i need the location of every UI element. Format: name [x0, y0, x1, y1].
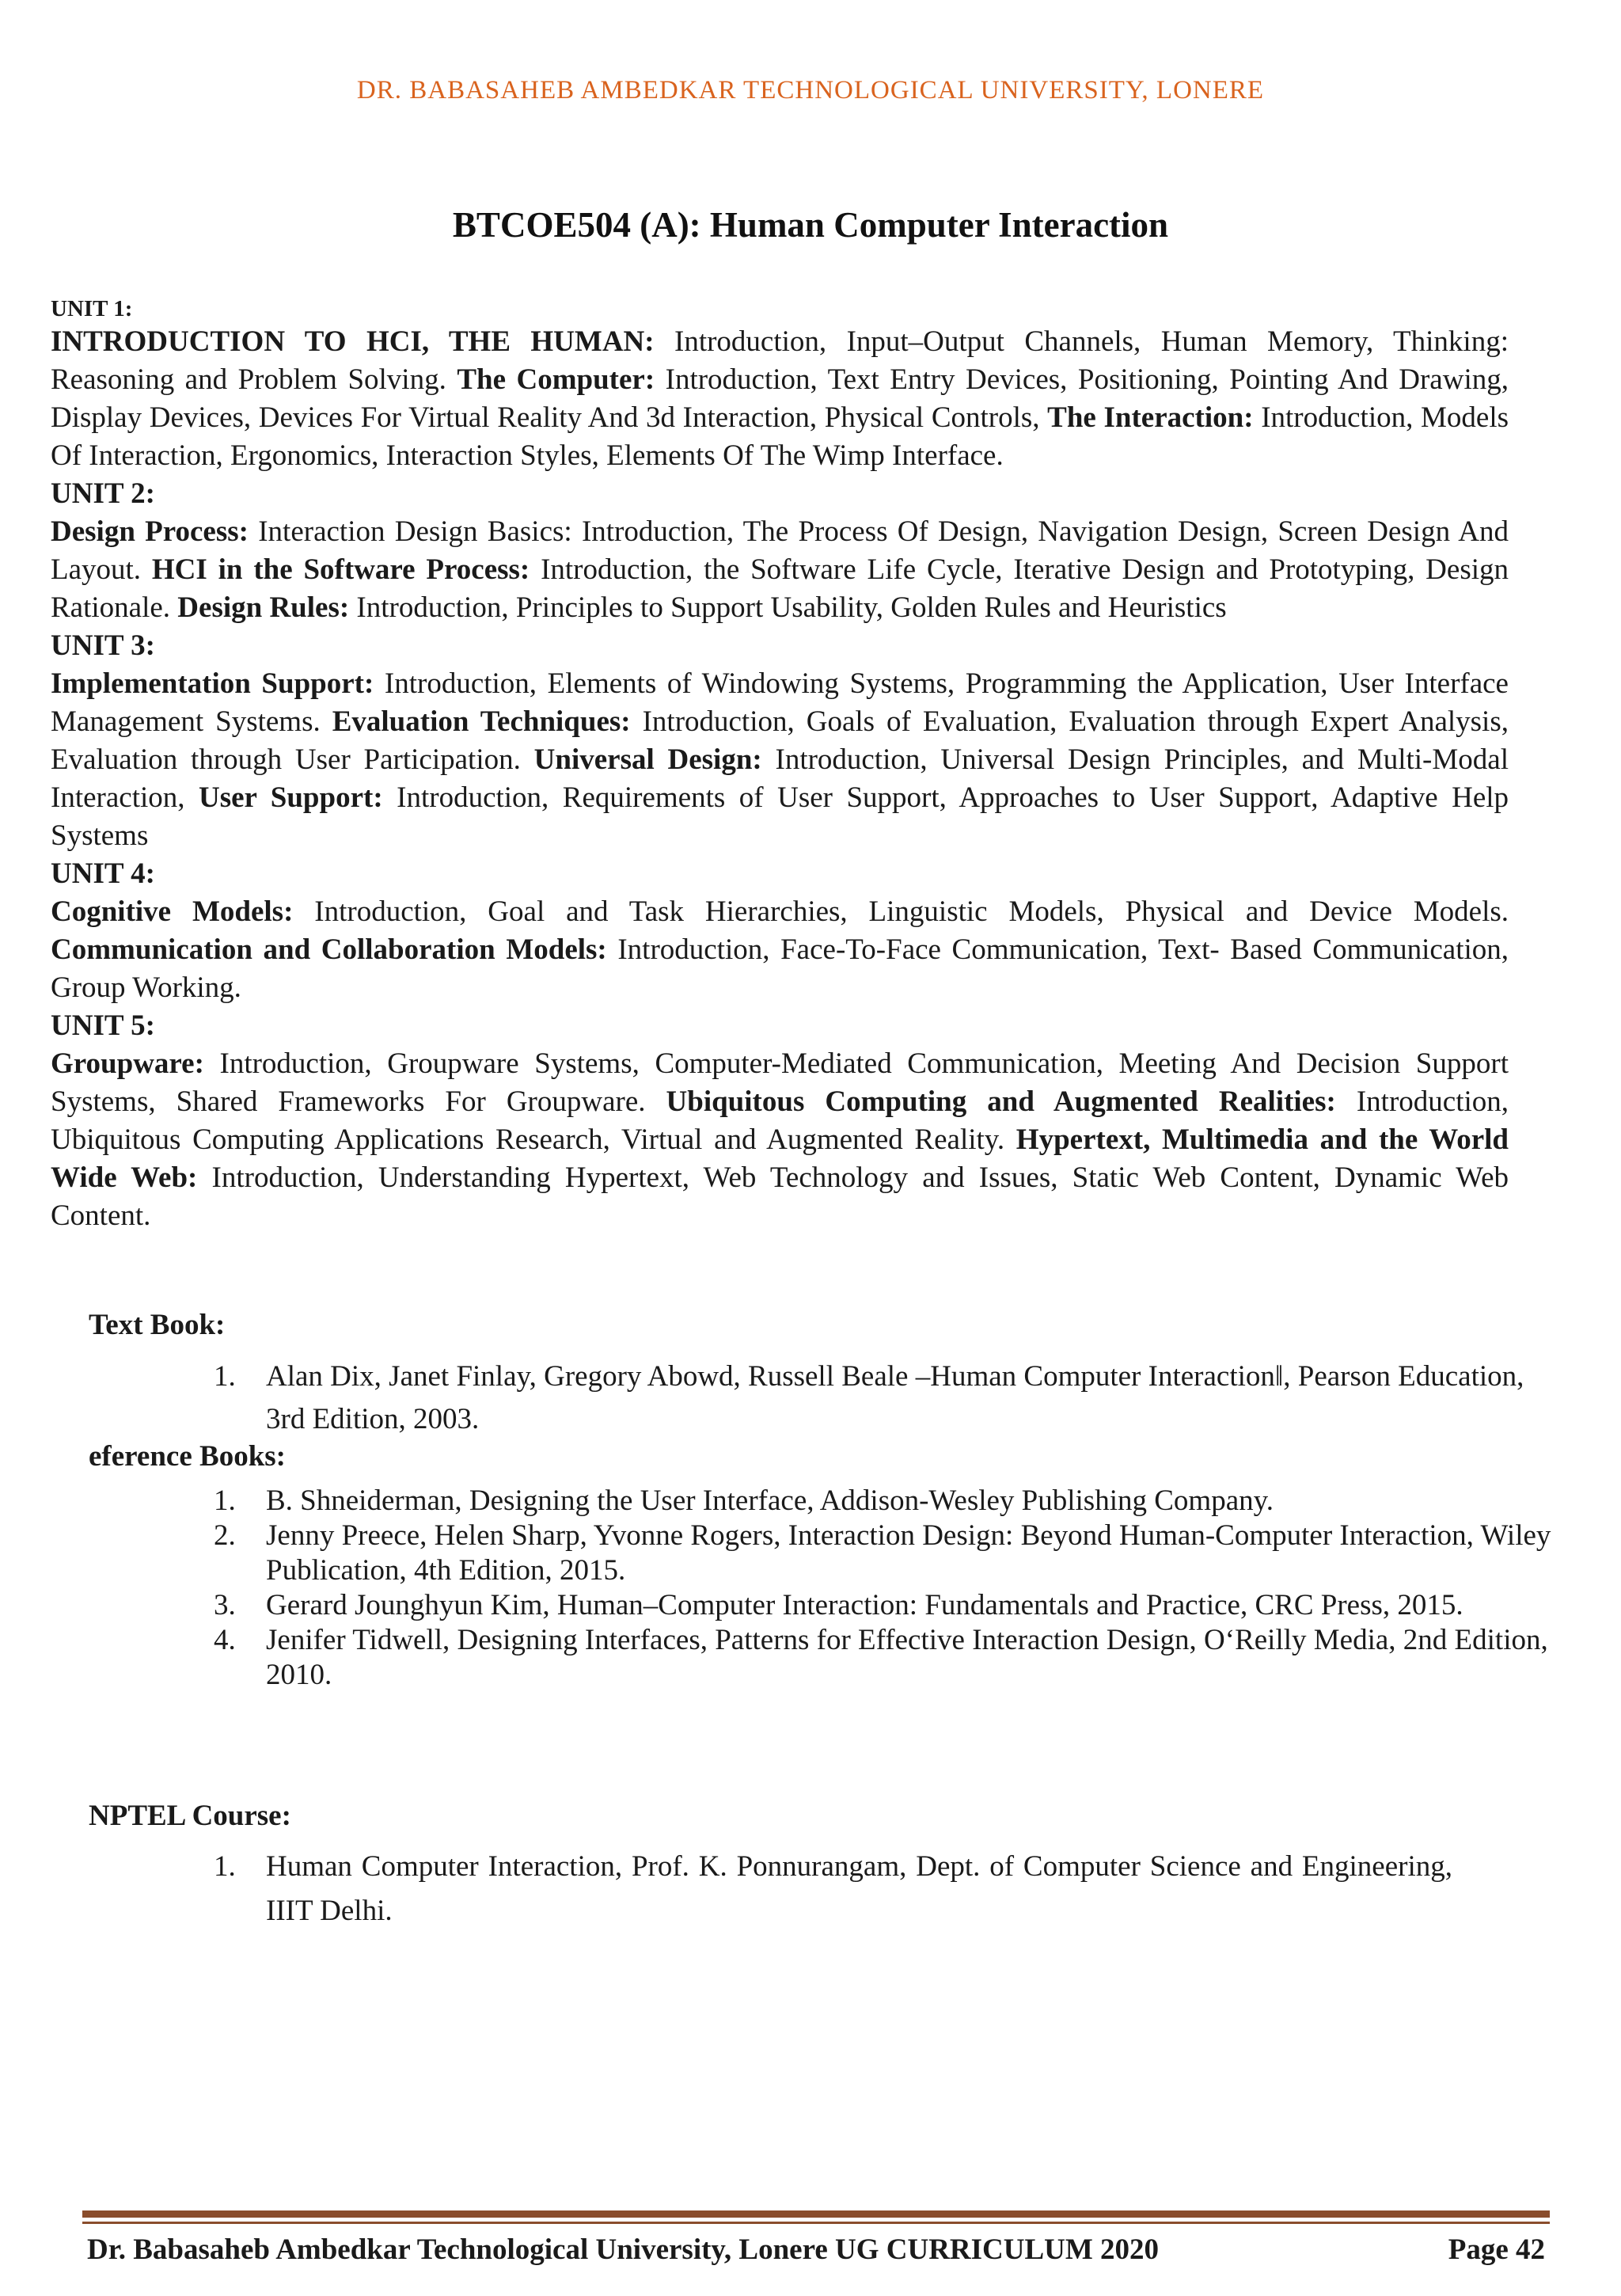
topic-text: Introduction, the Software Life Cycle, Iterative Design and Prototyping, Design Rationale.: [51, 553, 1509, 624]
list-number: 2.: [214, 1519, 236, 1552]
text-book-list: [214, 1355, 1551, 1441]
course-title: BTCOE504 (A): Human Computer Interaction: [452, 205, 1169, 245]
page-number: Page 42: [1448, 2233, 1545, 2266]
topic-heading: Design Process:: [51, 515, 249, 548]
list-number: 1.: [214, 1850, 236, 1883]
university-header: DR. BABASAHEB AMBEDKAR TECHNOLOGICAL UNIVERSITY, LONERE: [356, 76, 1265, 105]
topic-heading: Universal Design:: [533, 743, 762, 776]
nptel-list: [214, 1845, 1452, 1933]
topic-heading: User Support:: [199, 781, 383, 814]
list-item-text: Human Computer Interaction, Prof. K. Ponnurangam, Dept. of Computer Science and Engineering, IIIT Delhi.: [266, 1850, 1452, 1927]
unit-description: [51, 1045, 1509, 1235]
topic-heading: The Computer:: [457, 363, 655, 396]
unit-2: [51, 475, 1509, 627]
list-item-text: Gerard Jounghyun Kim, Human–Computer Interaction: Fundamentals and Practice, CRC Press, 2015.: [266, 1589, 1463, 1621]
topic-heading: Ubiquitous Computing and Augmented Realities:: [666, 1085, 1336, 1118]
topic-text: Introduction, Elements of Windowing Systems, Programming the Application, User Interface Management Systems.: [51, 667, 1509, 738]
topic-heading: Communication and Collaboration Models:: [51, 933, 607, 966]
reference-books-heading: eference Books:: [89, 1440, 286, 1473]
list-item: [214, 1355, 1551, 1441]
topic-text: Introduction, Models Of Interaction, Ergonomics, Interaction Styles, Elements Of The Wimp Interface.: [51, 401, 1509, 472]
topic-heading: The Interaction:: [1047, 401, 1254, 434]
topic-text: Introduction, Principles to Support Usability, Golden Rules and Heuristics: [349, 591, 1227, 624]
list-item: [214, 1623, 1551, 1693]
list-number: 3.: [214, 1589, 236, 1621]
syllabus-content: [51, 295, 1509, 1235]
topic-text: Introduction, Face-To-Face Communication, Text- Based Communication, Group Working.: [51, 933, 1509, 1004]
topic-heading: Design Rules:: [177, 591, 350, 624]
topic-heading: INTRODUCTION TO HCI, THE HUMAN:: [51, 325, 655, 358]
unit-label: UNIT 4:: [51, 857, 155, 890]
unit-label: UNIT 2:: [51, 477, 155, 510]
list-number: 1.: [214, 1484, 236, 1517]
list-item: [214, 1588, 1551, 1623]
topic-text: Introduction, Universal Design Principles, and Multi-Modal Interaction,: [51, 743, 1509, 814]
topic-text: Introduction, Understanding Hypertext, Web Technology and Issues, Static Web Content, Dynamic Web Content.: [51, 1161, 1509, 1232]
unit-label: UNIT 1:: [51, 296, 133, 321]
text-book-heading: Text Book:: [89, 1309, 226, 1341]
topic-heading: Evaluation Techniques:: [332, 705, 631, 738]
topic-text: Introduction, Groupware Systems, Computer-Mediated Communication, Meeting And Decision Support Systems, Shared Frameworks For Groupware.: [51, 1047, 1509, 1118]
topic-heading: Cognitive Models:: [51, 895, 294, 928]
list-item: [214, 1519, 1551, 1588]
unit-description: [51, 893, 1509, 1007]
list-item-text: Alan Dix, Janet Finlay, Gregory Abowd, Russell Beale –Human Computer Interaction‖, Pearson Education, 3rd Edition, 2003.: [266, 1360, 1524, 1435]
topic-heading: Hypertext, Multimedia and the World Wide Web:: [51, 1123, 1509, 1194]
list-item-text: B. Shneiderman, Designing the User Interface, Addison-Wesley Publishing Company.: [266, 1484, 1274, 1517]
unit-description: [51, 665, 1509, 855]
unit-4: [51, 855, 1509, 1007]
unit-1: [51, 295, 1509, 475]
unit-description: [51, 323, 1509, 475]
topic-heading: Groupware:: [51, 1047, 204, 1080]
footer-divider: [82, 2210, 1550, 2218]
list-number: 4.: [214, 1624, 236, 1656]
list-item: [214, 1484, 1551, 1519]
unit-description: [51, 513, 1509, 627]
topic-text: Introduction, Input–Output Channels, Human Memory, Thinking: Reasoning and Problem Solving.: [51, 325, 1509, 396]
reference-books-list: [214, 1484, 1551, 1693]
unit-label: UNIT 3:: [51, 629, 155, 662]
footer-divider-thin: [82, 2222, 1550, 2224]
topic-text: Interaction Design Basics: Introduction, The Process Of Design, Navigation Design, Screen Design And Layout.: [51, 515, 1509, 586]
topic-text: Introduction, Text Entry Devices, Positioning, Pointing And Drawing, Display Devices, Devices For Virtual Reality And 3d Interaction, Physical Controls,: [51, 363, 1509, 434]
topic-heading: HCI in the Software Process:: [151, 553, 530, 586]
footer-text: Dr. Babasaheb Ambedkar Technological University, Lonere UG CURRICULUM 2020: [87, 2233, 1160, 2266]
nptel-heading: NPTEL Course:: [89, 1800, 291, 1832]
topic-text: Introduction, Requirements of User Support, Approaches to User Support, Adaptive Help Systems: [51, 781, 1509, 852]
list-item: [214, 1845, 1452, 1933]
topic-heading: Implementation Support:: [51, 667, 374, 700]
topic-text: Introduction, Goal and Task Hierarchies, Linguistic Models, Physical and Device Models.: [293, 895, 1509, 928]
list-number: 1.: [214, 1360, 236, 1393]
unit-3: [51, 627, 1509, 855]
list-item-text: Jenifer Tidwell, Designing Interfaces, Patterns for Effective Interaction Design, O‘Reilly Media, 2nd Edition, 2010.: [266, 1624, 1548, 1691]
unit-label: UNIT 5:: [51, 1009, 155, 1042]
topic-text: Introduction, Ubiquitous Computing Applications Research, Virtual and Augmented Reality.: [51, 1085, 1509, 1156]
list-item-text: Jenny Preece, Helen Sharp, Yvonne Rogers, Interaction Design: Beyond Human-Computer Interaction, Wiley Publication, 4th Edition, 2015.: [266, 1519, 1551, 1587]
topic-text: Introduction, Goals of Evaluation, Evaluation through Expert Analysis, Evaluation through User Participation.: [51, 705, 1509, 776]
unit-5: [51, 1007, 1509, 1235]
